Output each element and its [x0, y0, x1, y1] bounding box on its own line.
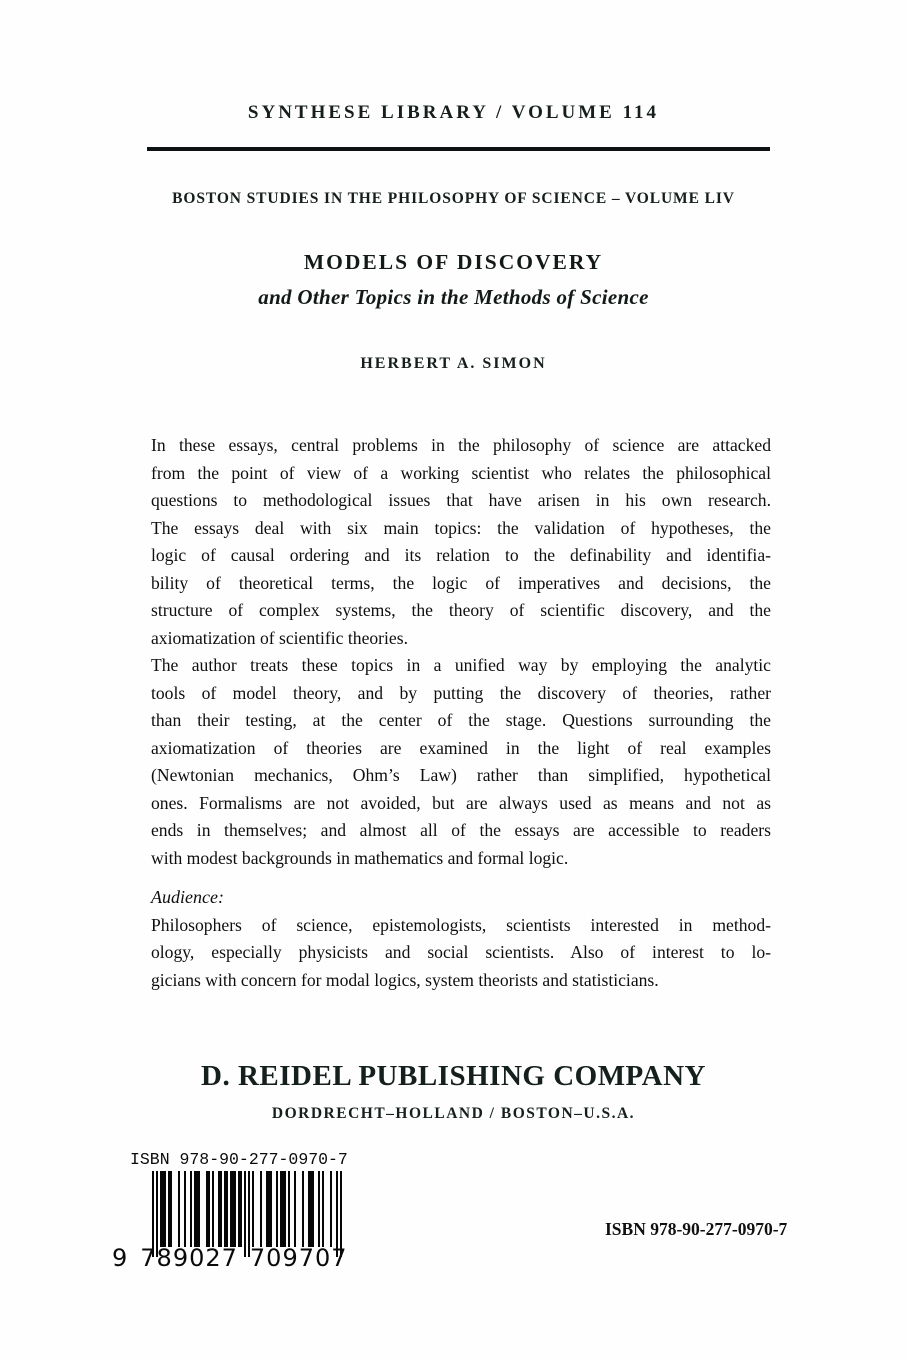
- text-line: bility of theoretical terms, the logic of imperatives and decisions, the: [151, 572, 771, 593]
- series-subtitle: BOSTON STUDIES IN THE PHILOSOPHY OF SCIENCE – VOLUME LIV: [172, 190, 735, 207]
- text-line: logic of causal ordering and its relation to the definability and identifia-: [151, 545, 771, 565]
- barcode-digit-group: 789027: [140, 1244, 238, 1272]
- text-line: Philosophers of science, epistemologists, scientists interested in method-: [151, 914, 771, 935]
- text-line: In these essays, central problems in the philosophy of science are attacked: [151, 435, 771, 455]
- publisher-name: D. REIDEL PUBLISHING COMPANY: [201, 1060, 706, 1092]
- publisher-location: DORDRECHT–HOLLAND / BOSTON–U.S.A.: [271, 1105, 636, 1122]
- text-line: axiomatization of theories are examined in the light of real examples: [151, 737, 771, 758]
- text-line: with modest backgrounds in mathematics and formal logic.: [151, 847, 569, 868]
- barcode-digit-group: 709707: [249, 1244, 348, 1272]
- isbn-text: ISBN 978-90-277-0970-7: [605, 1219, 788, 1239]
- barcode-isbn-label: ISBN 978-90-277-0970-7: [130, 1150, 348, 1169]
- text-line: ones. Formalisms are not avoided, but are always used as means and not as: [151, 792, 771, 813]
- barcode-block: [130, 1150, 348, 1259]
- text-line: questions to methodological issues that have arisen in his own research.: [151, 490, 771, 510]
- text-line: from the point of view of a working scientist who relates the philosophical: [151, 462, 771, 483]
- barcode-digits: [112, 1244, 348, 1272]
- barcode-digit-group: 9: [112, 1244, 129, 1272]
- series-title: SYNTHESE LIBRARY / VOLUME 114: [247, 102, 660, 123]
- audience-label: Audience:: [151, 887, 224, 907]
- text-line: tools of model theory, and by putting the discovery of theories, rather: [151, 682, 771, 703]
- text-line: ends in themselves; and almost all of the essays are accessible to readers: [151, 820, 771, 840]
- divider-rule: [147, 147, 770, 151]
- author-name: HERBERT A. SIMON: [360, 355, 547, 372]
- book-title: MODELS OF DISCOVERY: [303, 250, 604, 274]
- description-paragraph-2: [151, 652, 771, 872]
- text-line: The essays deal with six main topics: the validation of hypotheses, the: [151, 517, 771, 538]
- audience-paragraph: [151, 912, 771, 995]
- text-line: (Newtonian mechanics, Ohm’s Law) rather than simplified, hypothetical: [151, 765, 771, 785]
- text-line: structure of complex systems, the theory of scientific discovery, and the: [151, 600, 771, 620]
- description-paragraph-1: [151, 432, 771, 652]
- text-line: axiomatization of scientific theories.: [151, 627, 408, 648]
- text-line: ology, especially physicists and social scientists. Also of interest to lo-: [151, 942, 771, 962]
- book-subtitle: and Other Topics in the Methods of Science: [258, 285, 649, 309]
- text-line: The author treats these topics in a unified way by employing the analytic: [151, 655, 771, 675]
- text-line: gicians with concern for modal logics, system theorists and statisticians.: [151, 969, 659, 990]
- description-block: [151, 432, 771, 994]
- text-line: than their testing, at the center of the stage. Questions surrounding the: [151, 710, 771, 730]
